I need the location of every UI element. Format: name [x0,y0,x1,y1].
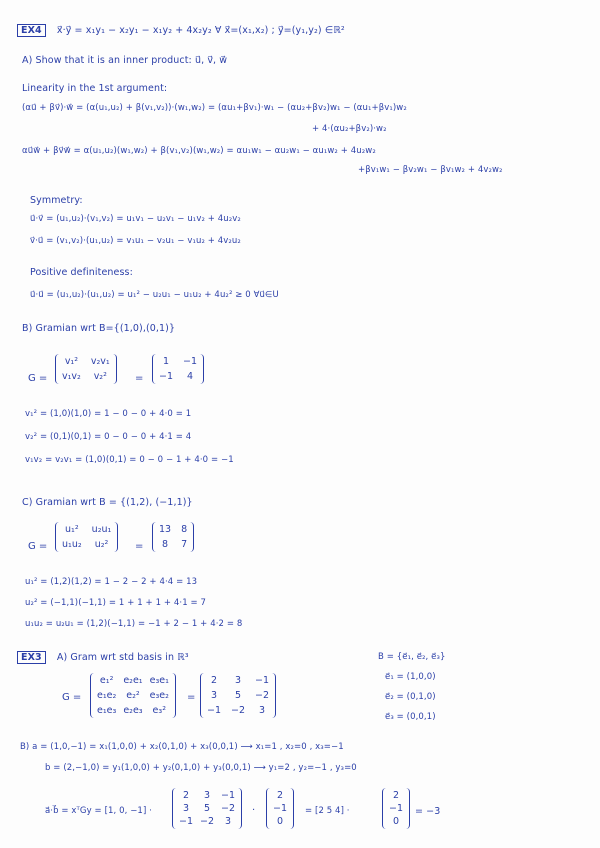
ex3-numeric-matrix [200,673,276,718]
matrix-cell: e₁e₃ [97,705,117,716]
ex4-c-g-label: G = [28,541,48,552]
ex4-c-line2: u₂² = (−1,1)(−1,1) = 1 + 1 + 1 + 4·1 = 7 [25,598,207,608]
matrix-cell: 3 [210,690,218,701]
matrix-cell: 3 [182,803,190,814]
equals-sign: = [187,692,196,703]
ex3-row-product: = [2 5 4] · [305,806,350,816]
ex4-linearity-line2: + 4·(αu₂+βv₂)·w₂ [312,124,387,134]
ex4-b-title: B) Gramian wrt B={(1,0),(0,1)} [22,323,176,334]
matrix-cell: −2 [231,705,246,716]
ex4-b-line3: v₁v₂ = v₂v₁ = (1,0)(0,1) = 0 − 0 − 1 + 4·0 = −1 [25,455,234,465]
ex4-c-line3: u₁u₂ = u₂u₁ = (1,2)(−1,1) = −1 + 2 − 1 + 4·2 = 8 [25,619,243,629]
ex4-linearity-line1: (αu⃗ + βv⃗)·w⃗ = (α(u₁,u₂) + β(v₁,v₂))·(w₁,w₂) = (αu₁+βv₁)·w₁ − (αu₂+βv₂)w₁ − (αu₁+βv₁)w₂ [22,103,407,113]
vector-cell: −1 [389,803,404,814]
matrix-cell: e₁e₂ [97,690,117,701]
ex3-ab-expression: a⃗·b⃗ = xᵀGy = [1, 0, −1] · [45,806,152,816]
ex3-b-line1: B) a = (1,0,−1) = x₁(1,0,0) + x₂(0,1,0) + x₃(0,0,1) ⟶ x₁=1 , x₂=0 , x₃=−1 [20,742,344,752]
matrix-cell: u₁u₂ [62,539,82,550]
matrix-cell: e₁² [99,675,114,686]
ex4-c-numeric-matrix [152,522,194,552]
vector-cell: 0 [392,816,400,827]
equals-sign: = [135,373,144,384]
ex4-header [17,25,345,36]
ex3-result: = −3 [415,806,441,817]
ex3-e2: e⃗₂ = (0,1,0) [385,692,436,702]
ex4-b-numeric-matrix [152,354,204,384]
matrix-cell: 7 [181,539,188,550]
matrix-cell: −1 [255,675,270,686]
ex4-positive-line1: u⃗·u⃗ = (u₁,u₂)·(u₁,u₂) = u₁² − u₂u₁ − u₁u₂ + 4u₂² ≥ 0 ∀u⃗∈U [30,290,279,300]
vector-cell: 2 [276,790,284,801]
matrix-cell: e₃² [152,705,167,716]
matrix-cell: 2 [182,790,190,801]
ex4-b-g-label: G = [28,373,48,384]
ex3-y-vector-repeat [382,788,410,829]
matrix-cell: u₂u₁ [91,524,112,535]
matrix-cell: 5 [235,690,242,701]
ex3-e1: e⃗₁ = (1,0,0) [385,672,436,682]
matrix-cell: u₂² [94,539,109,550]
matrix-cell: e₂² [126,690,140,701]
matrix-cell: v₁v₂ [62,371,81,382]
equals-sign: = [135,541,144,552]
ex4-c-title: C) Gramian wrt B = {(1,2), (−1,1)} [22,497,193,508]
ex3-g-matrix-repeat [172,788,242,829]
ex3-header [17,652,189,663]
ex4-symmetry-line1: u⃗·v⃗ = (u₁,u₂)·(v₁,v₂) = u₁v₁ − u₂v₁ − u₁v₂ + 4u₂v₂ [30,214,241,224]
matrix-cell: 3 [235,675,242,686]
matrix-cell: 3 [204,790,211,801]
matrix-cell: 2 [210,675,218,686]
ex3-b-line2: b = (2,−1,0) = y₁(1,0,0) + y₂(0,1,0) + y₃(0,0,1) ⟶ y₁=2 , y₂=−1 , y₃=0 [45,763,357,773]
matrix-cell: −1 [179,816,194,827]
matrix-cell: −1 [183,356,198,367]
ex3-tag: EX3 [17,651,46,664]
ex4-c-line1: u₁² = (1,2)(1,2) = 1 − 2 − 2 + 4·4 = 13 [25,577,198,587]
ex4-symmetry-title: Symmetry: [30,195,83,206]
matrix-cell: 1 [162,356,170,367]
vector-cell: 0 [276,816,284,827]
matrix-cell: −1 [159,371,174,382]
ex3-y-vector [266,788,294,829]
matrix-cell: 8 [181,524,188,535]
ex4-linearity-line4: +βv₁w₁ − βv₂w₁ − βv₁w₂ + 4v₂w₂ [358,165,503,175]
ex4-symmetry-line2: v⃗·u⃗ = (v₁,v₂)·(u₁,u₂) = v₁u₁ − v₂u₁ − v₁u₂ + 4v₂u₂ [30,236,241,246]
matrix-cell: v₂² [93,371,107,382]
ex4-linearity-line3: αu⃗w⃗ + βv⃗w⃗ = α(u₁,u₂)(w₁,w₂) + β(v₁,v₂)(w₁,w₂) = αu₁w₁ − αu₂w₁ − αu₁w₂ + 4u₂w₂ [22,146,376,156]
matrix-cell: v₁² [64,356,79,367]
matrix-cell: e₂e₁ [123,675,143,686]
matrix-cell: 8 [162,539,169,550]
ex4-positive-title: Positive definiteness: [30,267,133,278]
ex4-b-symbolic-matrix [55,354,117,384]
matrix-cell: u₁² [65,524,79,535]
matrix-cell: 3 [225,816,232,827]
ex3-basis: B = {e⃗₁, e⃗₂, e⃗₃} [378,652,446,662]
matrix-cell: 13 [159,524,172,535]
matrix-cell: −2 [200,816,215,827]
matrix-cell: 4 [187,371,194,382]
matrix-cell: −1 [221,790,236,801]
ex4-definition: x⃗·y⃗ = x₁y₁ − x₂y₁ − x₁y₂ + 4x₂y₂ ∀ x⃗=(x₁,x₂) ; y⃗=(y₁,y₂) ∈ℝ² [56,25,345,36]
matrix-cell: v₂v₁ [90,356,110,367]
dot-sign: · [252,805,256,816]
ex4-tag: EX4 [17,24,46,37]
ex3-a-title: A) Gram wrt std basis in ℝ³ [56,652,189,663]
matrix-cell: −2 [221,803,236,814]
matrix-cell: 3 [259,705,266,716]
ex4-b-line2: v₂² = (0,1)(0,1) = 0 − 0 − 0 + 4·1 = 4 [25,432,192,442]
ex4-c-symbolic-matrix [55,522,118,552]
vector-cell: −1 [273,803,288,814]
ex4-a-title: A) Show that it is an inner product: u⃗, v⃗, w⃗ [22,55,228,66]
ex3-symbolic-matrix [90,673,176,718]
matrix-cell: −2 [255,690,270,701]
ex4-b-line1: v₁² = (1,0)(1,0) = 1 − 0 − 0 + 4·0 = 1 [25,409,192,419]
matrix-cell: −1 [207,705,222,716]
matrix-cell: e₃e₂ [149,690,169,701]
ex3-g-label: G = [62,692,82,703]
matrix-cell: 5 [204,803,211,814]
ex4-linearity-title: Linearity in the 1st argument: [22,83,168,94]
vector-cell: 2 [392,790,400,801]
ex3-e3: e⃗₃ = (0,0,1) [385,712,436,722]
matrix-cell: e₂e₃ [123,705,143,716]
matrix-cell: e₃e₁ [149,675,169,686]
